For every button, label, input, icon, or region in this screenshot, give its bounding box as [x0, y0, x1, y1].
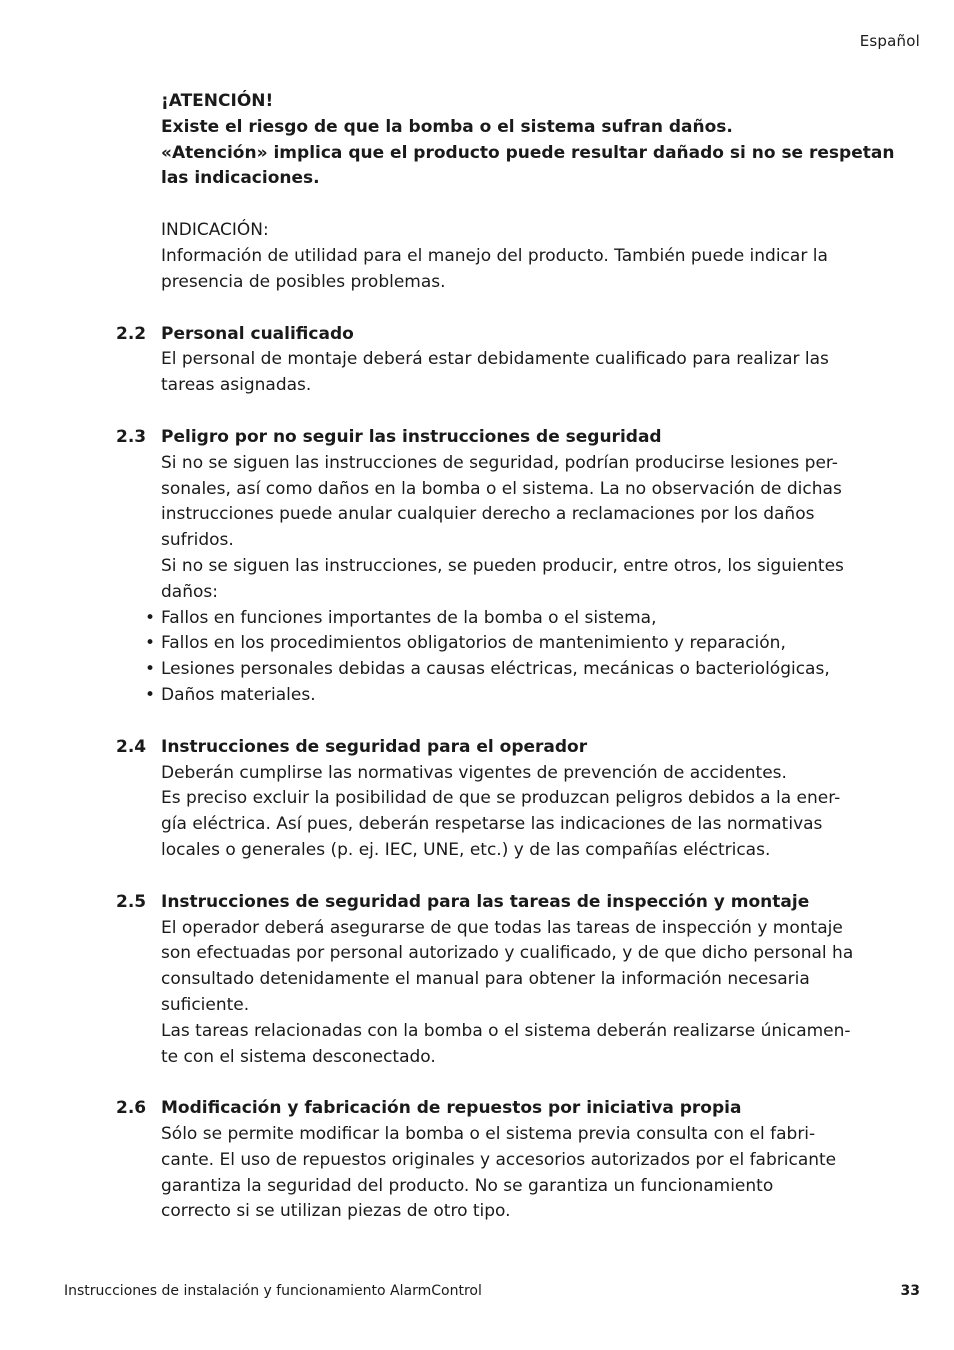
list-item-text: Lesiones personales debidas a causas eléctricas, mecánicas o bacteriológicas, [161, 659, 830, 680]
section-body [161, 761, 841, 864]
paragraph-line: Las tareas relacionadas con la bomba o el sistema deberán realizarse únicamen- [161, 1020, 851, 1041]
paragraph-line: Sólo se permite modificar la bomba o el sistema previa consulta con el fabri- [161, 1124, 816, 1145]
list-item-text: Daños materiales. [161, 684, 316, 705]
section-heading [0, 890, 954, 916]
section-title: Personal cualificado [161, 323, 354, 344]
section-title: Peligro por no seguir las instrucciones de seguridad [161, 426, 662, 447]
attention-line: «Atención» implica que el producto puede resultar dañado si no se respetan [161, 142, 895, 163]
paragraph-line: garantiza la seguridad del producto. No se garantiza un funcionamiento [161, 1175, 774, 1196]
paragraph-line: Si no se siguen las instrucciones, se pueden producir, entre otros, los siguientes [161, 555, 844, 576]
section-number: 2.4 [116, 736, 147, 757]
paragraph-line: correcto si se utilizan piezas de otro tipo. [161, 1201, 511, 1222]
page-content [0, 89, 954, 1225]
section-heading [0, 1096, 954, 1122]
paragraph-line: locales o generales (p. ej. IEC, UNE, etc.) y de las compañías eléctricas. [161, 839, 771, 860]
attention-line: Existe el riesgo de que la bomba o el sistema sufran daños. [161, 116, 733, 137]
list-item [145, 683, 954, 709]
section-number: 2.2 [116, 323, 147, 344]
section-body [161, 347, 829, 399]
list-item [145, 606, 954, 632]
section-title: Instrucciones de seguridad para el operador [161, 736, 588, 757]
section-number: 2.6 [116, 1098, 147, 1119]
bullet-icon: • [145, 633, 156, 654]
section-number: 2.5 [116, 891, 147, 912]
list-item [145, 657, 954, 683]
section-title: Instrucciones de seguridad para las tareas de inspección y montaje [161, 891, 810, 912]
section-body [161, 451, 844, 606]
list-item-text: Fallos en funciones importantes de la bomba o el sistema, [161, 607, 657, 628]
paragraph-line: son efectuadas por personal autorizado y cualificado, y de que dicho personal ha [161, 943, 854, 964]
section-body [161, 1122, 837, 1225]
paragraph-line: instrucciones puede anular cualquier derecho a reclamaciones por los daños [161, 504, 815, 525]
bullet-icon: • [145, 659, 156, 680]
bullet-list [0, 606, 954, 709]
paragraph-line: suficiente. [161, 994, 250, 1015]
attention-line: las indicaciones. [161, 168, 320, 189]
paragraph-line: daños: [161, 581, 218, 602]
paragraph-line: consultado detenidamente el manual para obtener la información necesaria [161, 969, 810, 990]
list-item [145, 631, 954, 657]
paragraph-line: gía eléctrica. Así pues, deberán respetarse las indicaciones de las normativas [161, 814, 823, 835]
paragraph-line: El personal de montaje deberá estar debidamente cualificado para realizar las [161, 349, 829, 370]
section-number: 2.3 [116, 426, 147, 447]
list-item-text: Fallos en los procedimientos obligatorios de mantenimiento y reparación, [161, 633, 786, 654]
paragraph-line: cante. El uso de repuestos originales y accesorios autorizados por el fabricante [161, 1149, 837, 1170]
attention-block [161, 89, 895, 192]
paragraph-line: Es preciso excluir la posibilidad de que se produzcan peligros debidos a la ener- [161, 788, 841, 809]
footer-document-title: Instrucciones de instalación y funcionamiento AlarmControl [64, 1283, 482, 1299]
header-language: Español [859, 32, 920, 50]
note-title: INDICACIÓN: [161, 220, 269, 241]
note-line: presencia de posibles problemas. [161, 271, 446, 292]
paragraph-line: sonales, así como daños en la bomba o el sistema. La no observación de dichas [161, 478, 842, 499]
section-heading [0, 425, 954, 451]
footer-page-number: 33 [900, 1283, 920, 1299]
section-heading [0, 322, 954, 348]
paragraph-line: Deberán cumplirse las normativas vigentes de prevención de accidentes. [161, 762, 787, 783]
note-block [161, 218, 829, 295]
section-body [161, 916, 854, 1071]
bullet-icon: • [145, 684, 156, 705]
section-title: Modificación y fabricación de repuestos por iniciativa propia [161, 1098, 742, 1119]
note-line: Información de utilidad para el manejo del producto. También puede indicar la [161, 245, 828, 266]
section-heading [0, 735, 954, 761]
paragraph-line: El operador deberá asegurarse de que todas las tareas de inspección y montaje [161, 917, 843, 938]
bullet-icon: • [145, 607, 156, 628]
paragraph-line: te con el sistema desconectado. [161, 1046, 436, 1067]
paragraph-line: tareas asignadas. [161, 375, 312, 396]
paragraph-line: sufridos. [161, 530, 234, 551]
attention-title: ¡ATENCIÓN! [161, 91, 274, 111]
paragraph-line: Si no se siguen las instrucciones de seguridad, podrían producirse lesiones per- [161, 452, 838, 473]
